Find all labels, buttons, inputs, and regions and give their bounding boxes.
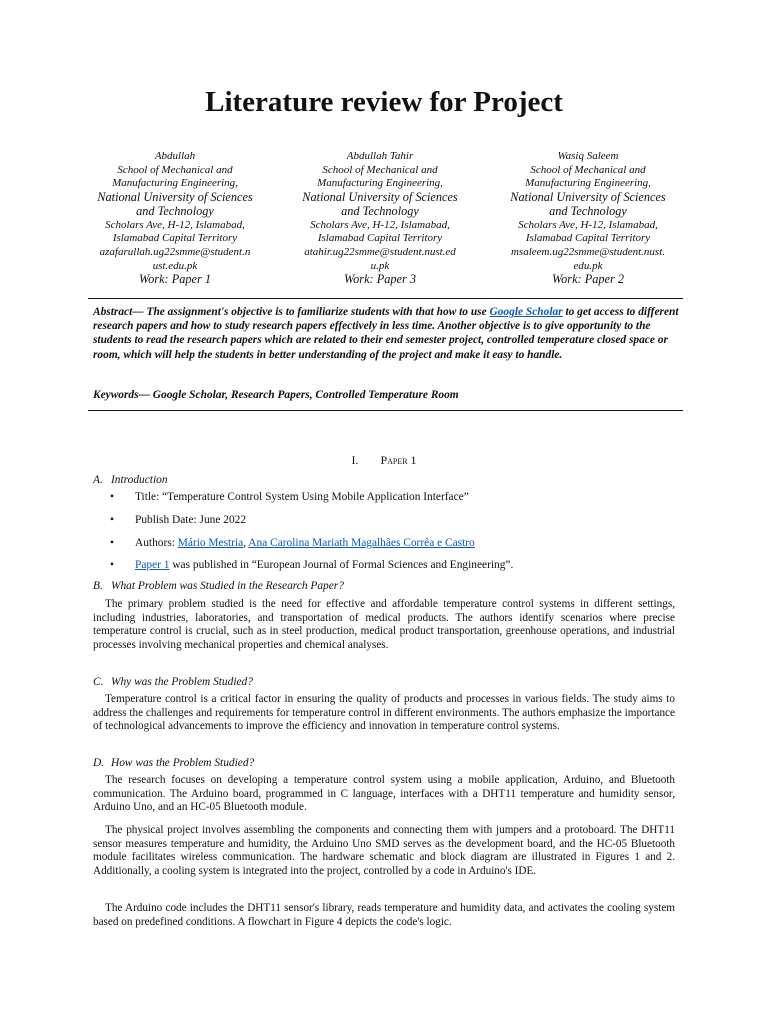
paragraph: The research focuses on developing a temperature control system using a mobile application, Arduino, and Bluetooth communication. The Arduino board, programmed in C language, interfaces with a DHT11 temperature and humidity sensor, Arduino Uno, and an HC-05 Bluetooth module.: [93, 774, 675, 814]
paragraph: The physical project involves assembling the components and connecting them with jumpers and a protoboard. The DHT11 sensor measures temperature and humidity, the Arduino Uno SMD serves as the development board, and the HC-05 Bluetooth module facilitates wireless communication. The hardware schematic and block diagram are illustrated in Figures 1 and 2. Additionally, a cooling system is integrated into the project, controlled by a code in Arduino's IDE.: [93, 824, 675, 877]
author-school: Manufacturing Engineering,: [317, 177, 443, 190]
subsection-title: What Problem was Studied in the Research Paper?: [111, 580, 344, 592]
paragraph: The Arduino code includes the DHT11 sensor's library, reads temperature and humidity data, and activates the cooling system based on predefined conditions. A flowchart in Figure 4 depicts the code's logic.: [93, 902, 675, 928]
subsection-heading: [93, 676, 253, 688]
section-heading: [0, 453, 768, 468]
author-name: Abdullah Tahir: [346, 150, 414, 162]
author-university: National University of Sciences: [510, 190, 666, 205]
authors-item: [135, 537, 475, 549]
authors-prefix: Authors:: [135, 537, 178, 549]
author-link-mestria[interactable]: Mário Mestria: [177, 537, 244, 549]
bullet-dot: •: [110, 491, 114, 503]
author-email: azafarullah.ug22smme@student.n: [99, 245, 251, 258]
author-university: National University of Sciences: [97, 190, 253, 205]
keywords: Keywords— Google Scholar, Research Papers, Controlled Temperature Room: [93, 389, 459, 401]
author-email: atahir.ug22smme@student.nust.ed: [304, 245, 456, 258]
author-email: u.pk: [370, 259, 390, 272]
paragraph: Temperature control is a critical factor in ensuring the quality of products and processes in various fields. The study aims to address the challenges and requirements for temperature control in different environments. The authors emphasize the importance of technological advancements to improve the efficiency and innovation in temperature control systems.: [93, 693, 675, 733]
published-in-item: [135, 559, 513, 571]
subsection-letter: B.: [93, 580, 103, 592]
separator: ,: [243, 537, 249, 549]
author-work: Work: Paper 2: [552, 272, 624, 287]
author-address: Scholars Ave, H-12, Islamabad,: [518, 218, 658, 231]
author-name: Abdullah: [154, 150, 196, 162]
paper-1-link[interactable]: Paper 1: [135, 559, 170, 571]
bullet-dot: •: [110, 559, 114, 571]
author-address: Islamabad Capital Territory: [525, 232, 651, 245]
author-2: [295, 150, 465, 287]
author-work: Work: Paper 1: [139, 272, 211, 287]
google-scholar-link[interactable]: Google Scholar: [489, 306, 563, 318]
author-university: National University of Sciences: [302, 190, 458, 205]
subsection-heading: [93, 474, 168, 486]
published-in-text: was published in “European Journal of Formal Sciences and Engineering”.: [169, 559, 514, 571]
bullet-dot: •: [110, 514, 114, 526]
subsection-title: Why was the Problem Studied?: [111, 676, 253, 688]
author-school: School of Mechanical and: [530, 163, 646, 176]
author-3: [503, 150, 673, 287]
author-link-castro[interactable]: Ana Carolina Mariath Magalhães Corrêa e Castro: [248, 537, 475, 549]
abstract-text: The assignment's objective is to familiarize students with that how to use: [143, 306, 490, 318]
subsection-title: How was the Problem Studied?: [111, 757, 255, 769]
author-address: Islamabad Capital Territory: [112, 232, 238, 245]
author-address: Islamabad Capital Territory: [317, 232, 443, 245]
author-school: Manufacturing Engineering,: [112, 177, 238, 190]
paragraph: The primary problem studied is the need for effective and affordable temperature control systems in different settings, including industries, laboratories, and transportation of medical products. The authors identify scenarios where precise temperature control is crucial, such as in steel production, medical product transportation, greenhouse operations, and industrial processes involving mechanical properties and chemical analyses.: [93, 598, 675, 651]
subsection-title: Introduction: [111, 474, 168, 486]
author-school: School of Mechanical and: [117, 163, 233, 176]
abstract: [93, 305, 683, 362]
author-university: and Technology: [136, 203, 214, 218]
subsection-heading: [93, 757, 254, 769]
author-school: School of Mechanical and: [322, 163, 438, 176]
divider: [88, 298, 683, 299]
author-name: Wasiq Saleem: [557, 150, 619, 162]
abstract-label: Abstract—: [93, 306, 144, 318]
author-email: ust.edu.pk: [152, 259, 198, 272]
section-number: I.: [351, 453, 359, 467]
bullet-dot: •: [110, 537, 114, 549]
paper-title-item: Title: “Temperature Control System Using Mobile Application Interface”: [135, 491, 469, 503]
author-university: and Technology: [549, 203, 627, 218]
publish-date-item: Publish Date: June 2022: [135, 514, 247, 526]
subsection-letter: D.: [93, 757, 105, 769]
subsection-letter: C.: [93, 676, 104, 688]
abstract-text: to get access to different research papers and how to study research papers effectively in less time. Another objective is to give opportunity to the students to read the research papers which are related to their end semester project, controlled temperature closed space or room, which will help the students in better understanding of the project and make it easy to handle.: [93, 306, 679, 361]
author-email: edu.pk: [573, 259, 603, 272]
author-address: Scholars Ave, H-12, Islamabad,: [105, 218, 245, 231]
divider: [88, 410, 683, 411]
author-work: Work: Paper 3: [344, 272, 416, 287]
author-email: msaleem.ug22smme@student.nust.: [510, 245, 666, 258]
author-1: [90, 150, 260, 287]
subsection-heading: [93, 580, 344, 592]
author-university: and Technology: [341, 203, 419, 218]
subsection-letter: A.: [93, 474, 103, 486]
section-title: Paper 1: [380, 453, 417, 467]
author-address: Scholars Ave, H-12, Islamabad,: [310, 218, 450, 231]
author-school: Manufacturing Engineering,: [525, 177, 651, 190]
paper-title: Literature review for Project: [205, 86, 563, 118]
